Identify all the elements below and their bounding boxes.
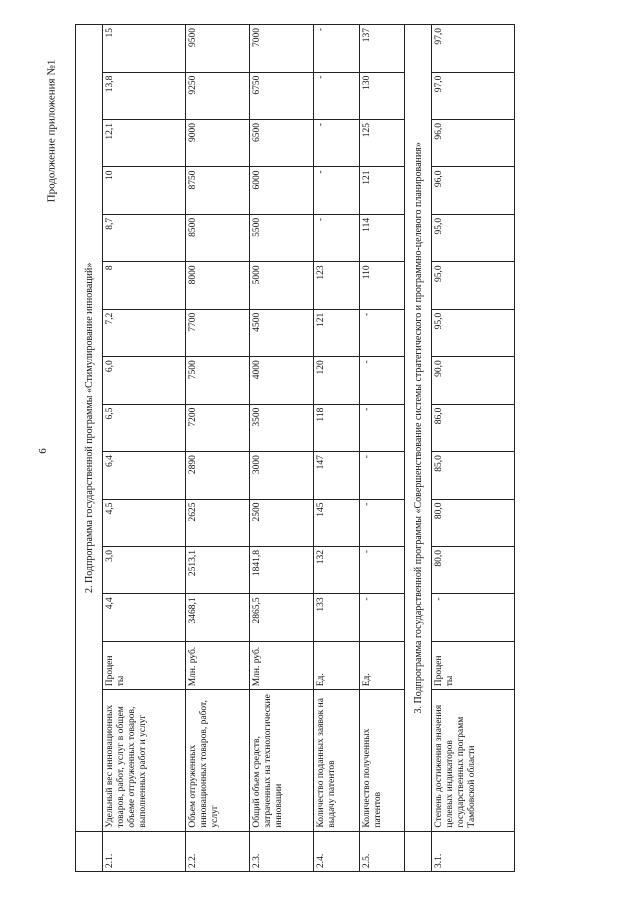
table-row bbox=[185, 25, 249, 872]
row-code: 2.2. bbox=[185, 831, 249, 871]
value-cell: 145 bbox=[314, 499, 360, 546]
value-cell: 8500 bbox=[185, 214, 249, 261]
unit-cell: Ед. bbox=[359, 641, 405, 689]
value-cell: - bbox=[314, 25, 360, 73]
value-cell: 4,4 bbox=[103, 594, 186, 641]
value-cell: 7200 bbox=[185, 404, 249, 451]
indicator-name: Количество поданных заявок на выдачу патентов bbox=[314, 690, 360, 831]
value-cell: 123 bbox=[314, 262, 360, 309]
value-cell: 6500 bbox=[249, 120, 313, 167]
value-cell: 2625 bbox=[185, 499, 249, 546]
value-cell: - bbox=[314, 120, 360, 167]
value-cell: 2890 bbox=[185, 452, 249, 499]
value-cell: 7500 bbox=[185, 357, 249, 404]
value-cell: 80,0 bbox=[432, 546, 515, 593]
value-cell: - bbox=[314, 72, 360, 119]
value-cell: 95,0 bbox=[432, 262, 515, 309]
value-cell: 8000 bbox=[185, 262, 249, 309]
section-3-spacer bbox=[405, 831, 432, 871]
section-2-spacer bbox=[76, 831, 103, 871]
value-cell: 8750 bbox=[185, 167, 249, 214]
value-cell: 133 bbox=[314, 594, 360, 641]
value-cell: 132 bbox=[314, 546, 360, 593]
table-row bbox=[249, 25, 313, 872]
value-cell: 121 bbox=[359, 167, 405, 214]
value-cell: 90,0 bbox=[432, 357, 515, 404]
value-cell: 125 bbox=[359, 120, 405, 167]
value-cell: 8,7 bbox=[103, 214, 186, 261]
value-cell: 9500 bbox=[185, 25, 249, 73]
indicator-name: Степень достижения значения целевых индикаторов государственных программ Тамбовской области bbox=[432, 690, 515, 831]
value-cell: 147 bbox=[314, 452, 360, 499]
value-cell: 3500 bbox=[249, 404, 313, 451]
rotated-table-wrapper bbox=[75, 24, 515, 872]
value-cell: - bbox=[359, 594, 405, 641]
value-cell: 15 bbox=[103, 25, 186, 73]
value-cell: 80,0 bbox=[432, 499, 515, 546]
section-3-title: 3. Подпрограмма государственной программы «Совершенствование системы стратегического и программно-целевого планирования» bbox=[405, 25, 432, 832]
value-cell: 6,0 bbox=[103, 357, 186, 404]
value-cell: 121 bbox=[314, 309, 360, 356]
value-cell: 96,0 bbox=[432, 120, 515, 167]
value-cell: 6750 bbox=[249, 72, 313, 119]
value-cell: - bbox=[359, 499, 405, 546]
value-cell: 4000 bbox=[249, 357, 313, 404]
value-cell: 130 bbox=[359, 72, 405, 119]
value-cell: 110 bbox=[359, 262, 405, 309]
indicator-name: Количество полученных патентов bbox=[359, 690, 405, 831]
value-cell: - bbox=[359, 357, 405, 404]
value-cell: 10 bbox=[103, 167, 186, 214]
value-cell: - bbox=[359, 309, 405, 356]
unit-cell: Ед. bbox=[314, 641, 360, 689]
value-cell: 118 bbox=[314, 404, 360, 451]
unit-cell: Процен ты bbox=[103, 641, 186, 689]
value-cell: 97,0 bbox=[432, 25, 515, 73]
value-cell: 4,5 bbox=[103, 499, 186, 546]
value-cell: - bbox=[314, 214, 360, 261]
continuation-note: Продолжение приложения №1 bbox=[45, 59, 58, 203]
value-cell: 114 bbox=[359, 214, 405, 261]
row-code: 3.1. bbox=[432, 831, 515, 871]
value-cell: 7000 bbox=[249, 25, 313, 73]
value-cell: - bbox=[359, 404, 405, 451]
value-cell: 120 bbox=[314, 357, 360, 404]
value-cell: - bbox=[359, 546, 405, 593]
value-cell: 7,2 bbox=[103, 309, 186, 356]
indicator-name: Удельный вес инновационных товаров, работ, услуг в общем объеме отгруженных товаров, выполненных работ и услуг bbox=[103, 690, 186, 831]
section-3-header-row bbox=[405, 25, 432, 872]
unit-cell: Процен ты bbox=[432, 641, 515, 689]
value-cell: - bbox=[432, 594, 515, 641]
value-cell: 3000 bbox=[249, 452, 313, 499]
unit-cell: Млн. руб. bbox=[185, 641, 249, 689]
unit-cell: Млн. руб. bbox=[249, 641, 313, 689]
indicator-name: Общий объем средств, затраченных на технологические инновации bbox=[249, 690, 313, 831]
value-cell: 8 bbox=[103, 262, 186, 309]
value-cell: 2865,5 bbox=[249, 594, 313, 641]
value-cell: 97,0 bbox=[432, 72, 515, 119]
page-number: 6 bbox=[36, 448, 49, 454]
value-cell: - bbox=[359, 452, 405, 499]
value-cell: 95,0 bbox=[432, 309, 515, 356]
table-row bbox=[432, 25, 515, 872]
row-code: 2.3. bbox=[249, 831, 313, 871]
value-cell: 96,0 bbox=[432, 167, 515, 214]
value-cell: 6,4 bbox=[103, 452, 186, 499]
value-cell: 95,0 bbox=[432, 214, 515, 261]
value-cell: 3,0 bbox=[103, 546, 186, 593]
value-cell: 2513,1 bbox=[185, 546, 249, 593]
table-row bbox=[103, 25, 186, 872]
row-code: 2.5. bbox=[359, 831, 405, 871]
value-cell: 6,5 bbox=[103, 404, 186, 451]
value-cell: 85,0 bbox=[432, 452, 515, 499]
value-cell: - bbox=[314, 167, 360, 214]
value-cell: 6000 bbox=[249, 167, 313, 214]
section-2-header-row bbox=[76, 25, 103, 872]
indicator-name: Объем отгруженных инновационных товаров, работ, услуг bbox=[185, 690, 249, 831]
value-cell: 7700 bbox=[185, 309, 249, 356]
row-code: 2.1. bbox=[103, 831, 186, 871]
value-cell: 13,8 bbox=[103, 72, 186, 119]
value-cell: 2500 bbox=[249, 499, 313, 546]
value-cell: 137 bbox=[359, 25, 405, 73]
value-cell: 5000 bbox=[249, 262, 313, 309]
value-cell: 86,0 bbox=[432, 404, 515, 451]
value-cell: 9250 bbox=[185, 72, 249, 119]
section-2-title: 2. Подпрограмма государственной программы «Стимулирование инноваций» bbox=[76, 25, 103, 832]
table-row bbox=[314, 25, 360, 872]
indicators-table bbox=[75, 24, 515, 872]
value-cell: 4500 bbox=[249, 309, 313, 356]
value-cell: 1841,8 bbox=[249, 546, 313, 593]
value-cell: 5500 bbox=[249, 214, 313, 261]
rotated-table bbox=[75, 24, 515, 872]
value-cell: 3468,1 bbox=[185, 594, 249, 641]
value-cell: 9000 bbox=[185, 120, 249, 167]
row-code: 2.4. bbox=[314, 831, 360, 871]
value-cell: 12,1 bbox=[103, 120, 186, 167]
table-row bbox=[359, 25, 405, 872]
